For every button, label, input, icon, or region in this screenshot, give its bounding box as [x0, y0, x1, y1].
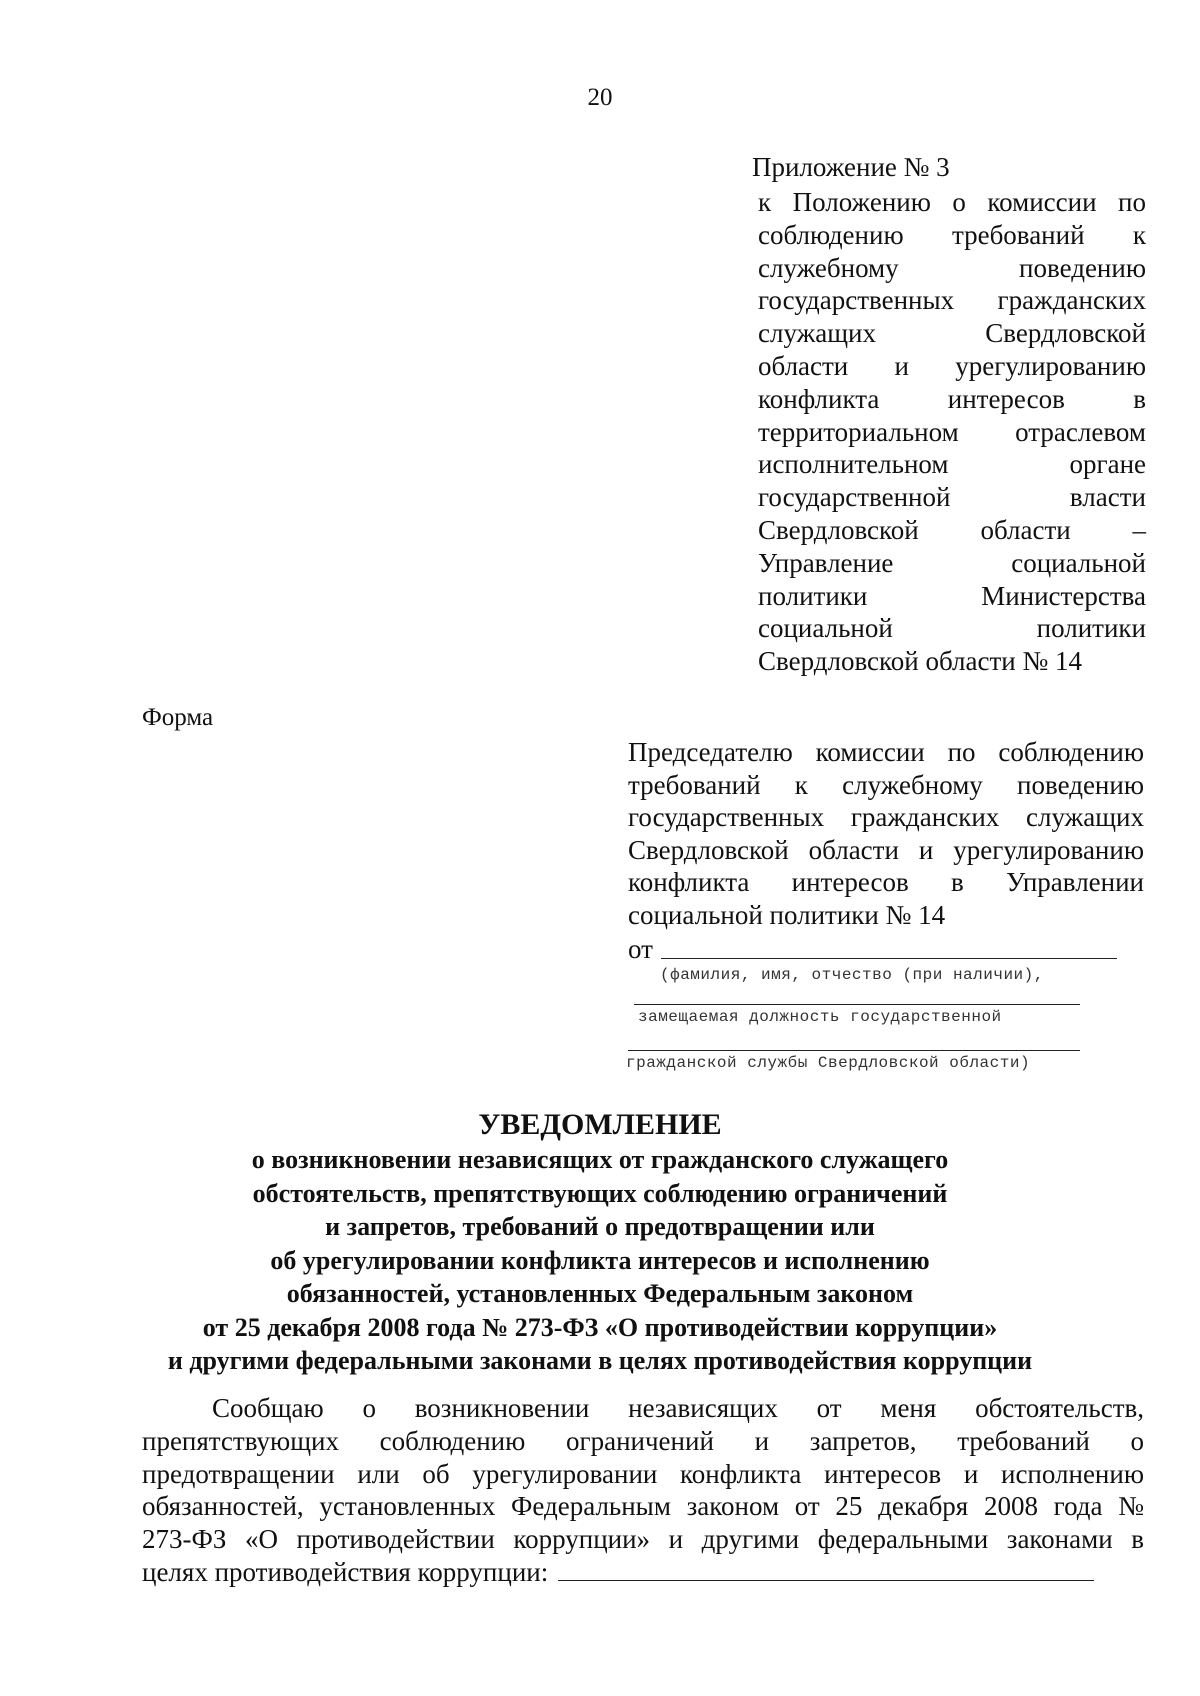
appendix-line: исполнительном органе [758, 449, 1146, 480]
appendix-line: Свердловской области № 14 [758, 646, 1082, 677]
appendix-line: области и урегулированию [758, 350, 1146, 381]
appendix-line: Управление социальной [758, 547, 1146, 578]
from-row [628, 934, 1117, 965]
addressee-line: государственных гражданских служащих [628, 802, 1144, 832]
appendix-line: государственной власти [758, 482, 1146, 513]
body-line: обязанностей, установленных Федеральным законом от 25 декабря 2008 года № [142, 1491, 1144, 1522]
heading-line: и другими федеральными законами в целях противодействия коррупции [167, 1346, 1033, 1375]
heading-line: от 25 декабря 2008 года № 273-ФЗ «О противодействии коррупции» [202, 1312, 998, 1342]
caption-position: замещаемая должность государственной [638, 1008, 1002, 1026]
caption-name: (фамилия, имя, отчество (при наличии), [660, 966, 1044, 984]
body-paragraph [142, 1392, 1144, 1589]
service-line[interactable] [628, 1050, 1080, 1051]
heading-title: УВЕДОМЛЕНИЕ [478, 1108, 722, 1141]
appendix-title: Приложение № 3 [752, 152, 950, 182]
from-name-line[interactable] [661, 958, 1117, 959]
appendix-line: политики Министерства [758, 580, 1146, 611]
page-number: 20 [587, 84, 613, 111]
heading-line: обстоятельств, препятствующих соблюдению ограничений [252, 1178, 948, 1208]
heading-line: и запретов, требований о предотвращении или [325, 1212, 875, 1241]
addressee-line: Свердловской области и урегулированию [628, 834, 1144, 865]
addressee-line: Председателю комиссии по соблюдению [628, 737, 1144, 767]
body-line: препятствующих соблюдению ограничений и запретов, требований о [142, 1425, 1144, 1456]
appendix-line: государственных гражданских [758, 285, 1146, 316]
caption-service: гражданской службы Свердловской области) [626, 1054, 1031, 1072]
appendix-line: соблюдению требований к [758, 219, 1146, 250]
body-line: 273-ФЗ «О противодействии коррупции» и другими федеральными законами в [142, 1524, 1144, 1555]
circumstances-line[interactable] [558, 1580, 1094, 1581]
appendix-line: к Положению о комиссии по [758, 187, 1146, 217]
body-line-last [142, 1556, 1144, 1589]
addressee-line: социальной политики № 14 [628, 899, 946, 930]
appendix-line: Свердловской области – [758, 514, 1146, 545]
position-line[interactable] [634, 1004, 1080, 1005]
appendix-line: служащих Свердловской [758, 318, 1146, 349]
body-line: предотвращении или об урегулировании конфликта интересов и исполнению [142, 1458, 1144, 1489]
heading-line: об урегулировании конфликта интересов и исполнению [270, 1245, 930, 1275]
addressee-line: конфликта интересов в Управлении [628, 867, 1144, 897]
heading-line: обязанностей, установленных Федеральным законом [286, 1279, 914, 1308]
appendix-line: служебному поведению [758, 252, 1146, 283]
body-line: целях противодействия коррупции: [142, 1556, 549, 1587]
body-line: Сообщаю о возникновении независящих от меня обстоятельств, [212, 1393, 1144, 1423]
heading-line: о возникновении независящих от гражданского служащего [251, 1145, 949, 1174]
document-heading [80, 1107, 1120, 1378]
form-label: Форма [142, 704, 214, 731]
appendix-line: конфликта интересов в [758, 383, 1146, 414]
appendix-line: социальной политики [758, 613, 1146, 644]
appendix-line: территориальном отраслевом [758, 416, 1146, 447]
addressee-line: требований к служебному поведению [628, 769, 1144, 800]
from-label: от [628, 934, 653, 964]
appendix-text [758, 186, 1146, 678]
addressee-block [628, 736, 1144, 931]
